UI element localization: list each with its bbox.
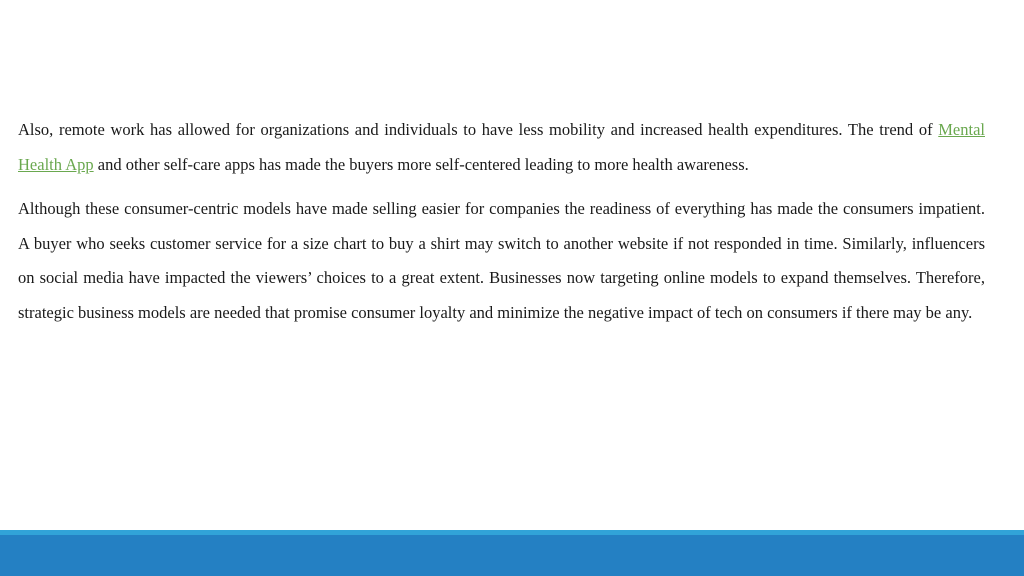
mental-health-app-link[interactable]: Mental Health App: [18, 120, 985, 174]
paragraph-remote-work: [18, 113, 985, 182]
slide-body: [18, 113, 985, 330]
paragraph-1-text-after-link: and other self-care apps has made the buyers more self-centered leading to more health awareness.: [93, 154, 749, 174]
footer-bar: [0, 530, 1024, 576]
footer-band: [0, 535, 1024, 576]
paragraph-consumer-centric-models: Although these consumer-centric models have made selling easier for companies the readiness of everything has made the consumers impatient. A buyer who seeks customer service for a size chart to buy a shirt may switch to another website if not responded in time. Similarly, influencers on social media have impacted the viewers’ choices to a great extent. Businesses now targeting online models to expand themselves. Therefore, strategic business models are needed that promise consumer loyalty and minimize the negative impact of tech on consumers if there may be any.: [18, 199, 985, 322]
paragraph-1-text-before-link: Also, remote work has allowed for organizations and individuals to have less mobility and increased health expenditures. The trend of: [18, 120, 939, 139]
